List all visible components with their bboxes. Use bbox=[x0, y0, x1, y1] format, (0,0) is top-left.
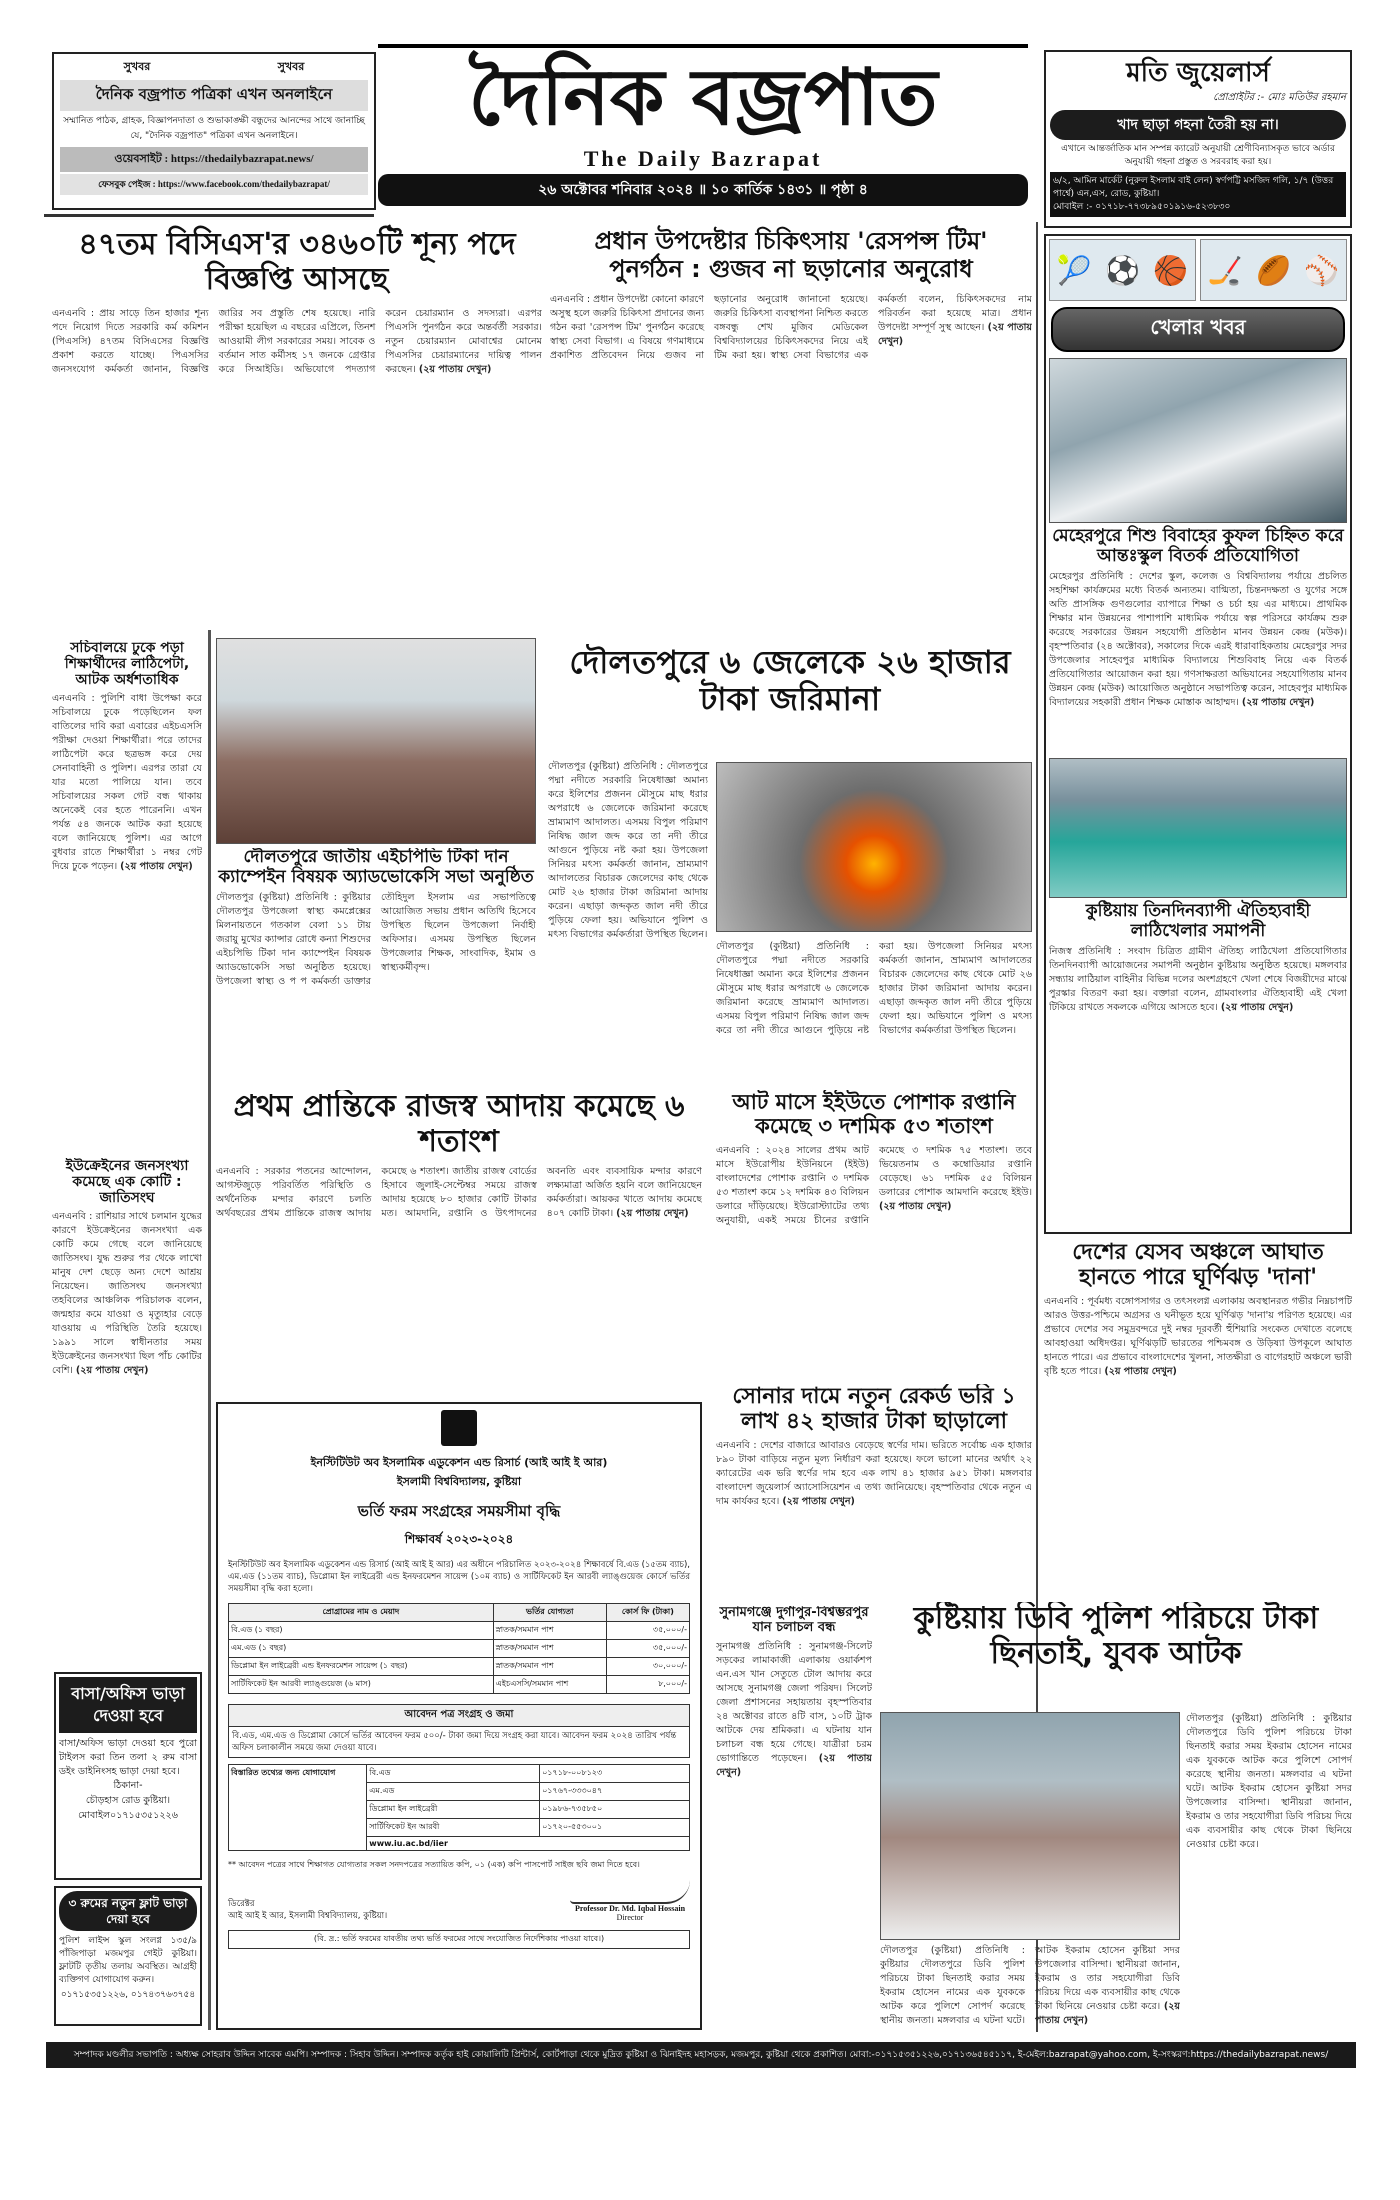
iier-fee-table bbox=[228, 1603, 690, 1694]
fee-cell: এম.এড (১ বছর) bbox=[229, 1640, 494, 1658]
flat-ad-title: ৩ রুমের নতুন ফ্লাট ভাড়া দেয়া হবে bbox=[59, 1891, 197, 1931]
response-team-body-text: এনএনবি : প্রধান উপদেষ্টা কোনো কারণে অসুস্থ হলে জরুরি চিকিৎসা প্রদানের জন্য গঠন করা 'রেসপন্স টিম' পুনর্গঠন করেছে স্বাস্থ্য সেবা বিভাগ। এ বিষয়ে গণমাধ্যমে প্রকাশিত প্রতিবেদন নিয়ে গুজব না ছড়ানোর অনুরোধ জানানো হয়েছে। জরুরি চিকিৎসা ব্যবস্থাপনা নিশ্চিত করতে বঙ্গবন্ধু শেখ মুজিব মেডিকেল বিশ্ববিদ্যালয়ের চিকিৎসকদের নিয়ে এই টিম করা হয়। স্বাস্থ্য সেবা বিভাগের এক কর্মকর্তা বলেন, চিকিৎসকদের নাম পরিবর্তন করা হয়েছে মাত্র। প্রধান উপদেষ্টা সম্পূর্ণ সুস্থ আছেন। bbox=[550, 294, 1032, 362]
sports-banner: খেলার খবর bbox=[1051, 307, 1345, 352]
rent-ad-address: চৌড়হাস রোড কুষ্টিয়া। bbox=[85, 1795, 171, 1806]
bcs-body-text: এনএনবি : প্রায় সাড়ে তিন হাজার শূন্য পদে নিয়োগ দিতে সরকারি কর্ম কমিশন (পিএসসি) ৪৭তম বিসিএসের বিজ্ঞপ্তি প্রকাশ করতে যাচ্ছে। পিএসসির জনসংযোগ কর্মকর্তা জানান, বিজ্ঞপ্তি জারির সব প্রস্তুতি শেষ হয়েছে। নারি পরীক্ষা হয়েছিল এ বছরের এপ্রিলে, তিনশ আওয়ামী লীগ সরকারের সময়। সাবেক ও বর্তমান সাত কর্মীসহ ১৭ জনকে গ্রেপ্তার করে সিআইডি। অভিযোগে পদত্যাগ করেন চেয়ারম্যান ও সদস্যরা। এরপর পিএসসি পুনর্গঠন করে অন্তর্বর্তী সরকার। নতুন চেয়ারম্যান মোবাশ্বের মোনেম পিএসসির চেয়ারম্যানের দায়িত্ব পালন করছেন। bbox=[52, 308, 542, 375]
cyclone-body bbox=[1044, 1295, 1352, 1594]
fee-cell: ৩০,০০০/- bbox=[606, 1658, 689, 1676]
iier-title: ভর্তি ফরম সংগ্রহের সময়সীমা বৃদ্ধি bbox=[357, 1502, 561, 1520]
response-team-story bbox=[550, 222, 1032, 632]
revenue-body bbox=[216, 1165, 702, 1392]
contact-cell: ০১৭৬৭-৩৩৩০৪৭ bbox=[540, 1783, 690, 1801]
left-column-divider bbox=[208, 630, 211, 2030]
fee-cell: বি.এড (১ বছর) bbox=[229, 1622, 494, 1640]
hockey-icon: 🏒 bbox=[1207, 253, 1243, 287]
debate-headline: মেহেরপুরে শিশু বিবাহের কুফল চিহ্নিত করে আন্তঃস্কুল বিতর্ক প্রতিযোগিতা bbox=[1052, 526, 1344, 566]
iier-contact-label: বিস্তারিত তথ্যের জন্য যোগাযোগ bbox=[229, 1765, 367, 1851]
sunamganj-more-link[interactable]: (২য় পাতায় দেখুন) bbox=[716, 1752, 872, 1778]
revenue-story bbox=[216, 1090, 702, 1392]
eu-export-body-text: এনএনবি : ২০২৪ সালের প্রথম আট মাসে ইউরোপীয় ইউনিয়নে (ইইউ) বাংলাদেশের পোশাক রপ্তানি ৩ দশমিক ৫৩ শতাংশ কমে ১২ দশমিক ৪৩ বিলিয়ন ডলারে দাঁড়িয়েছে। ইউরোস্ট্যাটের তথ্য অনুযায়ী, একই সময়ে চীনের রপ্তানি কমেছে ৩ দশমিক ৭৫ শতাংশ। তবে ভিয়েতনাম ও কম্বোডিয়ার রপ্তানি বেড়েছে। ৬১ দশমিক ৫৫ বিলিয়ন ডলারের পোশাক আমদানি করেছে ইইউ। bbox=[716, 1145, 1032, 1227]
signature-scribble bbox=[570, 1880, 690, 1904]
iier-fee-header: কোর্স ফি (টাকা) bbox=[606, 1604, 689, 1622]
response-team-body bbox=[550, 293, 1032, 632]
iier-fee-row bbox=[229, 1658, 690, 1676]
masthead-subtitle: The Daily Bazrapat bbox=[583, 146, 823, 171]
iier-institute: ইনস্টিটিউট অব ইসলামিক এডুকেশন এন্ড রিসার্চ (আই আই ই আর) bbox=[310, 1456, 608, 1469]
iier-university: ইসলামী বিশ্ববিদ্যালয়, কুষ্টিয়া bbox=[396, 1475, 522, 1488]
jewellers-mobile: মোবাইল :- ০১৭১৮-৭৭৩৮৯৫০১৯১৬-৫২৩৮৩০ bbox=[1053, 202, 1231, 212]
lathi-photo bbox=[1049, 758, 1347, 898]
ukraine-more-link[interactable]: (২য় পাতায় দেখুন) bbox=[75, 1365, 149, 1377]
revenue-headline: প্রথম প্রান্তিকে রাজস্ব আদায় কমেছে ৬ শতাংশ bbox=[233, 1090, 685, 1159]
iier-fee-row bbox=[229, 1676, 690, 1694]
contact-cell: ০১৯৮৬-৭৩৫৮৫০ bbox=[540, 1801, 690, 1819]
iier-admission-notice bbox=[216, 1402, 702, 2030]
flat-ad-mobile: ০১৭১৫৩৫১২২৬, ০১৭৪৩৭৬৩৭৫৪ bbox=[60, 1990, 196, 2000]
imprint-footer bbox=[46, 2042, 1356, 2068]
iier-apply-heading: আবেদন পত্র সংগ্রহ ও জমা bbox=[228, 1704, 690, 1727]
sunamganj-body bbox=[716, 1640, 872, 2030]
cyclone-body-text: এনএনবি : পূর্বমধ্য বঙ্গোপসাগর ও তৎসংলগ্ন এলাকায় অবস্থানরত গভীর নিম্নচাপটি আরও উত্তর-পশ্চিমে অগ্রসর ও ঘনীভূত হয়ে ঘূর্ণিঝড় 'দানা'য় পরিণত হয়েছে। এর প্রভাবে দেশের সব সমুদ্রবন্দরে দুই নম্বর দূরবর্তী হুঁশিয়ারি সংকেত দেখাতে বলেছে আবহাওয়া অধিদপ্তর। ঘূর্ণিঝড়টি ভারতের পশ্চিমবঙ্গ ও উড়িষ্যা উপকূলে আঘাত হানতে পারে। এর প্রভাবে বাংলাদেশের খুলনা, সাতক্ষীরা ও বাগেরহাট অঞ্চলে ভারী বৃষ্টি হতে পারে। bbox=[1044, 1295, 1352, 1377]
jewellers-slogan: খাদ ছাড়া গহনা তৈরী হয় না। bbox=[1050, 110, 1346, 140]
flat-ad bbox=[54, 1886, 202, 2026]
iier-signatory-role: Director bbox=[616, 1913, 644, 1922]
gold-story bbox=[716, 1384, 1032, 1598]
eu-export-body bbox=[716, 1144, 1032, 1376]
fishermen-body-left: দৌলতপুর (কুষ্টিয়া) প্রতিনিধি : দৌলতপুরে পদ্মা নদীতে সরকারি নিষেধাজ্ঞা অমান্য করে ইলিশের প্রজনন মৌসুমে মাছ ধরার অপরাধে ৬ জেলেকে জরিমানা করেছে ভ্রাম্যমাণ আদালত। এসময় বিপুল পরিমাণ নিষিদ্ধ জাল জব্দ করে তা নদী তীরে আগুনে পুড়িয়ে নষ্ট করা হয়। উপজেলা সিনিয়র মৎস্য কর্মকর্তা জানান, ভ্রাম্যমাণ আদালতের বিচারক জেলেদের কাছ থেকে মোট ২৬ হাজার টাকা জরিমানা আদায় করেন। এছাড়া জব্দকৃত জাল নদী তীরে পুড়িয়ে ফেলা হয়। অভিযানে পুলিশ ও মৎস্য বিভাগের কর্মকর্তারা উপস্থিত ছিলেন। bbox=[548, 761, 708, 940]
db-police-more-link[interactable]: (২য় পাতায় দেখুন) bbox=[1035, 2001, 1180, 2026]
db-police-headline: কুষ্টিয়ায় ডিবি পুলিশ পরিচয়ে টাকা ছিনতাই, যুবক আটক bbox=[913, 1602, 1319, 1671]
hpv-headline: দৌলতপুরে জাতীয় এইচপিভি টিকা দান ক্যাম্পেইন বিষয়ক অ্যাডভোকেসি সভা অনুষ্ঠিত bbox=[218, 848, 534, 887]
secretariat-story bbox=[52, 640, 202, 1150]
jewellers-address: ৬/২, আমিন মার্কেট (নুরুল ইসলাম বাই লেন) স্বর্ণপট্টি মসজিদ গলি, ১/৭ (উত্তর পার্শ্বে) এন,এস, রোড, কুষ্টিয়া। bbox=[1053, 176, 1334, 199]
imprint-text: সম্পাদক মণ্ডলীর সভাপতি : অধ্যক্ষ সোহরাব উদ্দিন সাবেক এমপি। সম্পাদক : সিহাব উদ্দিন। সম্পাদক কর্তৃক হাই কোয়ালিটি প্রিন্টার্স, কোর্টপাড়া থেকে মুদ্রিত কুষ্টিয়া ও ঝিনাইদহ মহাসড়ক, মজমপুর, কুষ্টিয়া থেকে প্রকাশিত। মোবা:-০১৭১৫৩৫১২২৬,০১৭১৩৬৫৪৫১১৭, ই-মেইল:bazrapat@yahoo.com, ই-সংস্করণ:https://thedailybazrapat.news/ bbox=[73, 2050, 1329, 2060]
gold-more-link[interactable]: (২য় পাতায় দেখুন) bbox=[782, 1495, 855, 1507]
db-police-body-side: দৌলতপুর (কুষ্টিয়া) প্রতিনিধি : কুষ্টিয়ার দৌলতপুরে ডিবি পুলিশ পরিচয়ে টাকা ছিনতাই করার সময় ইকরাম হোসেন নামের এক যুবককে আটক করে পুলিশে সোপর্দ করেছে স্থানীয় জনতা। মঙ্গলবার এ ঘটনা ঘটে। আটক ইকরাম হোসেন কুষ্টিয়া সদর উপজেলার বাসিন্দা। স্থানীয়রা জানান, ইকরাম ও তার সহযোগীরা ডিবি পরিচয় দিয়ে এক ব্যবসায়ীর কাছ থেকে টাকা ছিনিয়ে নেওয়ার চেষ্টা করে। bbox=[1186, 1713, 1352, 1850]
iier-signatory-org: আই আই ই আর, ইসলামী বিশ্ববিদ্যালয়, কুষ্টিয়া। bbox=[228, 1911, 388, 1921]
lathi-body-text: নিজস্ব প্রতিনিধি : সংবাদ চিত্রিত গ্রামীণ ঐতিহ্য লাঠিখেলা প্রতিযোগিতার তিনদিনব্যাপী আয়োজনের সমাপনী অনুষ্ঠান কুষ্টিয়ায় অনুষ্ঠিত হয়েছে। মঙ্গলবার সন্ধ্যায় লাঠিয়াল বাহিনীর বিভিন্ন দলের অংশগ্রহণে খেলা শেষে বিজয়ীদের মাঝে পুরস্কার বিতরণ করা হয়। বক্তারা বলেন, গ্রামবাংলার ঐতিহ্যবাহী এই খেলা টিকিয়ে রাখতে সকলকে এগিয়ে আসতে হবে। bbox=[1049, 946, 1347, 1014]
fee-cell: ৩৫,০০০/- bbox=[606, 1622, 689, 1640]
ukraine-headline: ইউক্রেইনের জনসংখ্যা কমেছে এক কোটি : জাতিসংঘ bbox=[65, 1158, 189, 1207]
fishermen-headline: দৌলতপুরে ৬ জেলেকে ২৬ হাজার টাকা জরিমানা bbox=[569, 644, 1011, 718]
ad-tag-right: সুখবর bbox=[277, 60, 305, 73]
sports-clipart-right bbox=[1200, 239, 1347, 301]
response-team-more-link[interactable]: (২য় পাতায় দেখুন) bbox=[878, 322, 1032, 348]
secretariat-body-text: এনএনবি : পুলিশি বাধা উপেক্ষা করে সচিবালয়ে ঢুকে পড়েছিলেন ফল বাতিলের দাবি করা এবারের এইচএসসি পরীক্ষা দেওয়া শিক্ষার্থীরা। পরে তাদের লাঠিপেটা করে ছত্রভঙ্গ করে দেয় সেনাবাহিনী ও পুলিশ। এরপর তারা যে যার মতো পালিয়ে যান। তবে সচিবালয়ের সকল গেট বন্ধ থাকায় অনেকেই বের হতে পারেননি। এখন পর্যন্ত ৫৪ জনকে আটক করা হয়েছে বলে জানিয়েছে পুলিশ। এর আগে বুধবার রাতে শিক্ষার্থীরা ১ নম্বর গেট দিয়ে ঢুকে পড়েন। bbox=[52, 693, 202, 873]
ukraine-story bbox=[52, 1158, 202, 1664]
net-burning-photo bbox=[716, 762, 1032, 932]
iier-fee-row bbox=[229, 1622, 690, 1640]
website-link[interactable]: ওয়েবসাইট : https://thedailybazrapat.news/ bbox=[60, 147, 368, 172]
iier-signatory-title: ডিরেক্টর bbox=[228, 1899, 255, 1909]
eu-export-story bbox=[716, 1090, 1032, 1376]
rent-ad-address-label: ঠিকানা- bbox=[113, 1780, 143, 1791]
gold-body-text: এনএনবি : দেশের বাজারে আবারও বেড়েছে স্বর্ণের দাম। ভরিতে সর্বোচ্চ এক হাজার ৮৯০ টাকা বাড়িয়ে নতুন মূল্য নির্ধারণ করা হয়েছে। ফলে ভালো মানের অর্থাৎ ২২ ক্যারেটের এক ভরি স্বর্ণের দাম হবে এক লাখ ৪১ হাজার ৯৫১ টাকা। মঙ্গলবার বাংলাদেশ জুয়েলার্স অ্যাসোসিয়েশন এ তথ্য জানিয়েছে। বৃহস্পতিবার থেকে নতুন এ দাম কার্যকর হবে। bbox=[716, 1439, 1032, 1507]
iier-fee-row bbox=[229, 1640, 690, 1658]
online-edition-ad bbox=[52, 52, 376, 210]
debate-photo bbox=[1049, 358, 1347, 523]
eu-export-more-link[interactable]: (২য় পাতায় দেখুন) bbox=[879, 1201, 952, 1213]
rent-ad bbox=[54, 1672, 202, 1880]
ad-tag-left: সুখবর bbox=[123, 60, 151, 73]
fee-cell: সার্টিফিকেট ইন আরবী ল্যাঙ্গুয়েজ (৬ মাস) bbox=[229, 1676, 494, 1694]
cyclone-headline: দেশের যেসব অঞ্চলে আঘাত হানতে পারে ঘূর্ণিঝড় 'দানা' bbox=[1072, 1240, 1324, 1291]
lathi-headline: কুষ্টিয়ায় তিনদিনব্যাপী ঐতিহ্যবাহী লাঠিখেলার সমাপনী bbox=[1085, 901, 1311, 941]
jewellers-text: এখানে আন্তর্জাতিক মান সম্পন্ন ক্যারেট অনুযায়ী শ্রেণীবিন্যাসকৃত ভাবে অর্ডার অনুযায়ী গহনা প্রস্তুত ও সরবরাহ করা হয়। bbox=[1061, 144, 1335, 167]
iier-signature-block bbox=[228, 1880, 690, 1922]
iier-logo bbox=[441, 1410, 477, 1446]
revenue-more-link[interactable]: (২য় পাতায় দেখুন) bbox=[616, 1208, 689, 1219]
lathi-body bbox=[1049, 945, 1347, 1229]
iier-fee-header-row bbox=[229, 1604, 690, 1622]
sports-clipart bbox=[1049, 239, 1347, 301]
iier-session: শিক্ষাবর্ষ ২০২৩-২০২৪ bbox=[404, 1532, 514, 1546]
ad-text: সম্মানিত পাঠক, গ্রাহক, বিজ্ঞাপনদাতা ও শুভাকাঙ্ক্ষী বন্ধুদের আনন্দের সাথে জানাচ্ছি যে, "দৈনিক বজ্রপাত" পত্রিকা এখন অনলাইনে। bbox=[63, 116, 365, 141]
ukraine-body-text: এনএনবি : রাশিয়ার সাথে চলমান যুদ্ধের কারণে ইউক্রেইনের জনসংখ্যা এক কোটি কমে গেছে বলে জানিয়েছে জাতিসংঘ। যুদ্ধ শুরুর পর থেকে লাখো মানুষ দেশ ছেড়ে অন্য দেশে আশ্রয় নিয়েছেন। জাতিসংঘ জনসংখ্যা তহবিলের আঞ্চলিক পরিচালক বলেন, জন্মহার কমে যাওয়া ও মৃত্যুহার বেড়ে যাওয়ায় এ পরিস্থিতি তৈরি হয়েছে। ১৯৯১ সালে স্বাধীনতার সময় ইউক্রেইনের জনসংখ্যা ছিল পাঁচ কোটির বেশি। bbox=[52, 1211, 202, 1377]
fee-cell: স্নাতক/সমমান পাশ bbox=[493, 1658, 606, 1676]
rent-ad-mobile: মোবাইল০১৭১৫৩৫১২২৬ bbox=[78, 1810, 178, 1821]
header-rule-left bbox=[44, 214, 374, 217]
contact-cell: ০১৭২০-৫৫৩০০১ bbox=[540, 1819, 690, 1837]
dateline: ২৬ অক্টোবর শনিবার ২০২৪ ॥ ১০ কার্তিক ১৪৩১ ॥ পৃষ্ঠা ৪ bbox=[378, 174, 1028, 206]
masthead bbox=[378, 44, 1028, 204]
sunamganj-story bbox=[716, 1606, 872, 2030]
rugby-icon: 🏉 bbox=[1256, 253, 1291, 287]
gold-body bbox=[716, 1439, 1032, 1598]
fee-cell: স্নাতক/সমমান পাশ bbox=[493, 1622, 606, 1640]
iier-signatory-left bbox=[228, 1898, 387, 1922]
iier-bottom-note: (বি. দ্র.: ভর্তি ফরমের যাবতীয় তথ্য ভর্তি ফরমের সাথে সংযোজিত নির্দেশিকায় পাওয়া যাবে।) bbox=[228, 1930, 690, 1949]
fee-cell: ৩৫,০০০/- bbox=[606, 1640, 689, 1658]
secretariat-body bbox=[52, 692, 202, 1150]
facebook-link[interactable]: ফেসবুক পেইজ : https://www.facebook.com/thedailybazrapat/ bbox=[60, 174, 368, 195]
fee-cell: ৮,০০০/- bbox=[606, 1676, 689, 1694]
iier-apply-text: বি.এড, এম.এড ও ডিপ্লোমা কোর্সে ভর্তির আবেদন ফরম ৫০০/- টাকা জমা দিয়ে সংগ্রহ করা যাবে। আবেদন ফরম ২০২৪ তারিখ পর্যন্ত অফিস চলাকালীন সময়ে জমা দেওয়া যাবে। bbox=[228, 1727, 690, 1758]
contact-cell: বি.এড bbox=[367, 1765, 540, 1783]
iier-web-link[interactable]: www.iu.ac.bd/iier bbox=[367, 1837, 690, 1851]
gold-headline: সোনার দামে নতুন রেকর্ড ভরি ১ লাখ ৪২ হাজার টাকা ছাড়ালো bbox=[732, 1384, 1016, 1435]
fee-cell: ডিপ্লোমা ইন লাইব্রেরী এন্ড ইনফরমেশন সায়েন্স (১ বছর) bbox=[229, 1658, 494, 1676]
bcs-story bbox=[52, 222, 542, 622]
flat-ad-text: পুলিশ লাইন্স স্কুল সংলগ্ন ১৩৫/৯ পাঁজিপাড়া মজমপুর গেইট কুষ্টিয়া। ফ্লাটটি তৃতীয় তলায় অবস্থিত। আগ্রহী ব্যক্তিগণ যোগাযোগ করুন। bbox=[59, 1936, 197, 1985]
iier-contact-row bbox=[229, 1765, 690, 1783]
basketball-icon: 🏀 bbox=[1153, 253, 1189, 287]
lathi-more-link[interactable]: (২য় পাতায় দেখুন) bbox=[1220, 1002, 1294, 1014]
jewellers-contact bbox=[1050, 172, 1346, 217]
baseball-icon: ⚾ bbox=[1304, 253, 1340, 287]
hpv-meeting-photo bbox=[216, 638, 536, 844]
secretariat-more-link[interactable]: (২য় পাতায় দেখুন) bbox=[120, 861, 193, 873]
rent-ad-title: বাসা/অফিস ভাড়া দেওয়া হবে bbox=[59, 1677, 197, 1733]
jewellers-name: মতি জুয়েলার্স bbox=[1126, 58, 1270, 88]
eu-export-headline: আট মাসে ইইউতে পোশাক রপ্তানি কমেছে ৩ দশমিক ৫৩ শতাংশ bbox=[732, 1090, 1016, 1139]
iier-signature bbox=[570, 1880, 690, 1922]
arrested-youth-photo bbox=[880, 1712, 1180, 1940]
contact-cell: ডিপ্লোমা ইন লাইব্রেরী bbox=[367, 1801, 540, 1819]
ad-heading: দৈনিক বজ্রপাত পত্রিকা এখন অনলাইনে bbox=[60, 80, 368, 111]
bcs-more-link[interactable]: (২য় পাতায় দেখুন) bbox=[418, 364, 492, 375]
contact-cell: এম.এড bbox=[367, 1783, 540, 1801]
debate-more-link[interactable]: (২য় পাতায় দেখুন) bbox=[1241, 697, 1315, 709]
contact-cell: ০১৭১৮-০০৮১২৩ bbox=[540, 1765, 690, 1783]
debate-body bbox=[1049, 570, 1347, 752]
tennis-icon: 🎾 bbox=[1056, 253, 1092, 287]
jewellers-proprietor: প্রোপ্রাইটর :- মোঃ মতিউর রহমান bbox=[1213, 92, 1346, 103]
sports-section bbox=[1044, 234, 1352, 1234]
bcs-body bbox=[52, 307, 542, 622]
fee-cell: স্নাতক/সমমান পাশ bbox=[493, 1640, 606, 1658]
bcs-headline: ৪৭তম বিসিএস'র ৩৪৬০টি শূন্য পদে বিজ্ঞপ্তি আসছে bbox=[78, 227, 516, 297]
secretariat-headline: সচিবালয়ে ঢুকে পড়া শিক্ষার্থীদের লাঠিপেটা, আটক অর্ধশতাধিক bbox=[64, 640, 190, 689]
hpv-body: দৌলতপুর (কুষ্টিয়া) প্রতিনিধি : কুষ্টিয়ার দৌলতপুর উপজেলা স্বাস্থ্য কমপ্লেক্সের মিলনায়তনে গতকাল বেলা ১১ টায় জরায়ু মুখের ক্যান্সার রোধে কন্যা শিশুদের এইচপিভি টিকা দান ক্যাম্পেইন বিষয়ক অ্যাডভোকেসি সভা অনুষ্ঠিত হয়েছে। উপজেলা স্বাস্থ্য ও প প কর্মকর্তা ডাক্তার তৌহিদুল ইসলাম এর সভাপতিত্বে আয়োজিত সভায় প্রধান অতিথি হিসেবে উপস্থিত ছিলেন উপজেলা নির্বাহী অফিসার। এসময় উপস্থিত ছিলেন উপজেলার শিক্ষক, সাংবাদিক, ইমাম ও স্বাস্থ্যকর্মীবৃন্দ। bbox=[216, 892, 536, 988]
db-police-body-text: দৌলতপুর (কুষ্টিয়া) প্রতিনিধি : কুষ্টিয়ার দৌলতপুরে ডিবি পুলিশ পরিচয়ে টাকা ছিনতাই করার সময় ইকরাম হোসেন নামের এক যুবককে আটক করে পুলিশে সোপর্দ করেছে স্থানীয় জনতা। মঙ্গলবার এ ঘটনা ঘটে। আটক ইকরাম হোসেন কুষ্টিয়া সদর উপজেলার বাসিন্দা। স্থানীয়রা জানান, ইকরাম ও তার সহযোগীরা ডিবি পরিচয় দিয়ে এক ব্যবসায়ীর কাছ থেকে টাকা ছিনিয়ে নেওয়ার চেষ্টা করে। bbox=[880, 1945, 1180, 2026]
cyclone-more-link[interactable]: (২য় পাতায় দেখুন) bbox=[1104, 1365, 1177, 1377]
sports-clipart-left bbox=[1049, 239, 1196, 301]
iier-footnote: ** আবেদন পত্রের সাথে শিক্ষাগত যোগ্যতার সকল সনদপত্রের সত্যায়িত কপি, ০১ (এক) কপি পাসপোর্ট সাইজ ছবি জমা দিতে হবে। bbox=[228, 1860, 640, 1869]
db-police-body bbox=[880, 1944, 1180, 2030]
cyclone-story bbox=[1044, 1240, 1352, 1594]
response-team-headline: প্রধান উপদেষ্টার চিকিৎসায় 'রেসপন্স টিম' পুনর্গঠন : গুজব না ছড়ানোর অনুরোধ bbox=[594, 227, 988, 283]
sunamganj-headline: সুনামগঞ্জে দুর্গাপুর-বিশ্বম্ভরপুর যান চলাচল বন্ধ bbox=[719, 1606, 869, 1635]
iier-signatory-name: Professor Dr. Md. Iqbal Hossain bbox=[574, 1904, 686, 1913]
debate-body-text: মেহেরপুর প্রতিনিধি : দেশের স্কুল, কলেজ ও বিশ্ববিদ্যালয় পর্যায়ে প্রচলিত সহশিক্ষা কার্যক্রমের মধ্যে বিতর্ক অন্যতম। বাগ্মিতা, চিন্তনদক্ষতা ও যুগের সঙ্গে অতি প্রাসঙ্গিক গুণগুলোর ব্যাপারে শিক্ষা ও চর্চা হয় এর মাধ্যমে। প্রাথমিক শিক্ষার মান উন্নয়নের পাশাপাশি মাধ্যমিক পর্যায়ে স্বল্প পরিসরে কার্যক্রম শুরু করেছে সরকারের উন্নয়ন সহযোগী প্রতিষ্ঠান মানব উন্নয়ন কেন্দ্র (মউক)। বৃহস্পতিবার (২৪ অক্টোবর), সকালের দিকে এরই ধারাবাহিকতায় মেহেরপুর সদর উপজেলার সাহেবপুর মাধ্যমিক বিদ্যালয়ে শিশুবিবাহ নিয়ে এক বিতর্ক প্রতিযোগিতার আয়োজন করা হয়। গণসাক্ষরতা অভিযানের সহযোগিতায় মানব উন্নয়ন কেন্দ্র (মউক) আয়োজিত অনুষ্ঠানে সভাপতিত্ব করেন, সাহেবপুর মাধ্যমিক বিদ্যালয়ের সহকারী প্রধান শিক্ষক মোস্তাক আহাম্মদ। bbox=[1049, 571, 1347, 709]
fishermen-body-right: দৌলতপুর (কুষ্টিয়া) প্রতিনিধি : দৌলতপুরে পদ্মা নদীতে সরকারি নিষেধাজ্ঞা অমান্য করে ইলিশের প্রজনন মৌসুমে মাছ ধরার অপরাধে ৬ জেলেকে জরিমানা করেছে ভ্রাম্যমাণ আদালত। এসময় বিপুল পরিমাণ নিষিদ্ধ জাল জব্দ করে তা নদী তীরে আগুনে পুড়িয়ে নষ্ট করা হয়। উপজেলা সিনিয়র মৎস্য কর্মকর্তা জানান, ভ্রাম্যমাণ আদালতের বিচারক জেলেদের কাছ থেকে মোট ২৬ হাজার টাকা জরিমানা আদায় করেন। এছাড়া জব্দকৃত জাল নদী তীরে পুড়িয়ে ফেলা হয়। অভিযানে পুলিশ ও মৎস্য বিভাগের কর্মকর্তারা উপস্থিত ছিলেন। bbox=[716, 941, 1032, 1036]
masthead-title: দৈনিক বজ্রপাত bbox=[378, 44, 1028, 148]
iier-contact-table bbox=[228, 1764, 690, 1851]
iier-fee-header: ভর্তির যোগ্যতা bbox=[493, 1604, 606, 1622]
contact-cell: সার্টিফিকেট ইন আরবী bbox=[367, 1819, 540, 1837]
football-icon: ⚽ bbox=[1105, 253, 1140, 287]
ukraine-body bbox=[52, 1210, 202, 1664]
sunamganj-body-text: সুনামগঞ্জ প্রতিনিধি : সুনামগঞ্জ-সিলেট সড়কের লামাকাজী এলাকায় ওয়ার্কশপ এন.এস খান সেতুতে টোল আদায় করে আসছে সুনামগঞ্জ জেলা পরিষদ। সিলেট জেলা প্রশাসনের সহায়তায় বৃহস্পতিবার ২৪ অক্টোবর রাতে ৪টি বাস, ১০টি ট্রাক আটকে দেয় শ্রমিকরা। এ ঘটনায় যান চলাচল বন্ধ হয়ে গেছে। যাত্রীরা চরম ভোগান্তিতে পড়েছেন। bbox=[716, 1640, 872, 1764]
revenue-body-text: এনএনবি : সরকার পতনের আন্দোলন, আগস্টজুড়ে পরিবর্তিত পরিস্থিতি ও অর্থনৈতিক মন্দার কারণে চলতি অর্থবছরের প্রথম প্রান্তিকে রাজস্ব আদায় কমেছে ৬ শতাংশ। জাতীয় রাজস্ব বোর্ডের হিসাবে জুলাই-সেপ্টেম্বর সময়ে রাজস্ব আদায় হয়েছে ৮০ হাজার কোটি টাকার মত। আমদানি, রপ্তানি ও উৎপাদনের অবনতি এবং ব্যবসায়িক মন্দার কারণে লক্ষ্যমাত্রা অর্জিত হয়নি বলে জানিয়েছেন কর্মকর্তারা। আয়কর খাতে আদায় কমেছে ৪০৭ কোটি টাকা। bbox=[216, 1166, 702, 1219]
iier-intro: ইনস্টিটিউট অব ইসলামিক এডুকেশন এন্ড রিসার্চ (আই আই ই আর) এর অধীনে পরিচালিত ২০২৩-২০২৪ শিক্ষাবর্ষে বি.এড (১৫তম ব্যাচ), এম.এড (১১তম ব্যাচ), ডিপ্লোমা ইন লাইব্রেরী এন্ড ইনফরমেশন সায়েন্স (১০ম ব্যাচ) ও সার্টিফিকেট ইন আরবী ল্যাঙ্গুয়েজ কোর্সে ভর্তির সময়সীমা বৃদ্ধি করা হলো। bbox=[228, 1560, 690, 1594]
rent-ad-text: বাসা/অফিস ভাড়া দেওয়া হবে পুরো টাইলস করা তিন তলা ২ রুম বাসা ডইং ডাইনিংসহ ভাড়া দেয়া হবে। bbox=[59, 1738, 197, 1777]
fee-cell: এইচএসসি/সমমান পাশ bbox=[493, 1676, 606, 1694]
jewellers-ad bbox=[1044, 50, 1352, 228]
iier-fee-header: প্রোগ্রামের নাম ও মেয়াদ bbox=[229, 1604, 494, 1622]
hpv-story bbox=[216, 848, 536, 1080]
